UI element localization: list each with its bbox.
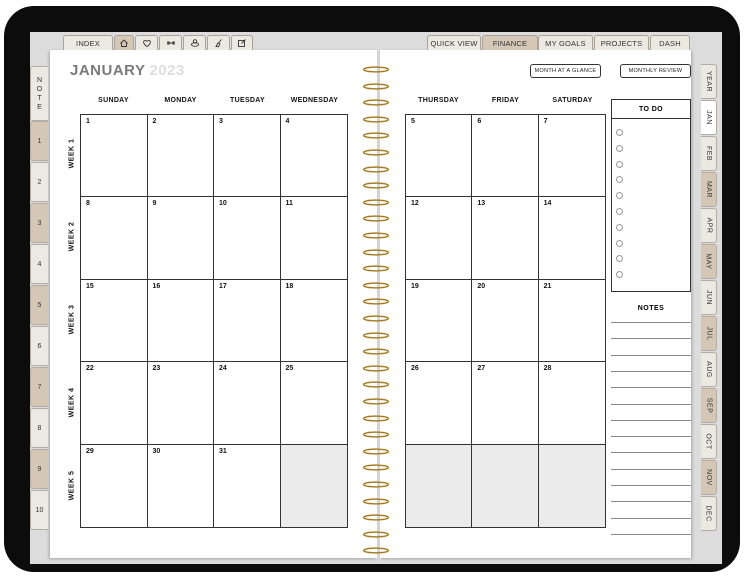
calendar-empty-cell [406, 445, 472, 527]
tab-home[interactable] [114, 35, 134, 50]
tab-label: 1 [37, 137, 42, 145]
note-line [611, 404, 691, 405]
calendar-day-19[interactable]: 19 [406, 280, 472, 362]
spiral-ring [362, 143, 390, 150]
note-letter: N [36, 76, 43, 84]
tab-jun[interactable] [701, 280, 717, 315]
calendar-day-15[interactable]: 15 [81, 280, 148, 362]
tab-week-1[interactable] [30, 121, 48, 161]
tab-label: 7 [37, 383, 42, 391]
spiral-ring [362, 292, 390, 299]
day-header-sunday: SUNDAY [98, 97, 129, 104]
tab-label: NOV [705, 469, 713, 486]
calendar-day-14[interactable]: 14 [539, 197, 605, 279]
note-line [611, 322, 691, 323]
note-line [611, 501, 691, 502]
spiral-ring [362, 60, 390, 67]
note-line [611, 436, 691, 437]
week-label-3: WEEK 3 [68, 304, 76, 335]
spiral-ring [362, 160, 390, 167]
calendar-day-16[interactable]: 16 [148, 280, 215, 362]
note-line [611, 338, 691, 339]
tab-oct[interactable] [701, 424, 717, 459]
calendar-empty-cell [539, 445, 605, 527]
tab-note[interactable] [30, 66, 48, 121]
spiral-ring [362, 342, 390, 349]
day-header-monday: MONDAY [164, 97, 197, 104]
notes-title: NOTES [637, 305, 665, 312]
tab-week-2[interactable] [30, 162, 48, 202]
calendar-day-4[interactable]: 4 [281, 115, 348, 197]
spiral-ring [362, 442, 390, 449]
tab-finance[interactable] [482, 35, 538, 50]
spiral-ring [362, 110, 390, 117]
tab-jul[interactable] [701, 316, 717, 351]
tab-apr[interactable] [701, 208, 717, 243]
week-label-2: WEEK 2 [68, 221, 76, 252]
calendar-day-11[interactable]: 11 [281, 197, 348, 279]
note-letter: O [36, 85, 43, 93]
tab-week-4[interactable] [30, 244, 48, 284]
note-line [611, 485, 691, 486]
day-header-saturday: SATURDAY [552, 97, 593, 104]
todo-checkbox[interactable] [616, 271, 623, 278]
tab-week-10[interactable] [30, 490, 48, 530]
tab-label: MAY [705, 253, 712, 270]
tab-label: AUG [705, 361, 713, 378]
todo-checkbox[interactable] [616, 176, 623, 183]
tab-label: QUICK VIEW [430, 38, 478, 48]
note-line [611, 420, 691, 421]
tab-week-9[interactable] [30, 449, 48, 489]
tab-label: FEB [705, 145, 712, 162]
calendar-day-17[interactable]: 17 [214, 280, 281, 362]
month-title: JANUARY [70, 62, 146, 79]
planner-screen [30, 32, 722, 564]
calendar-day-12[interactable]: 12 [406, 197, 472, 279]
calendar-day-6[interactable]: 6 [472, 115, 538, 197]
tab-jan[interactable] [701, 100, 717, 135]
calendar-day-3[interactable]: 3 [214, 115, 281, 197]
calendar-day-18[interactable]: 18 [281, 280, 348, 362]
tab-dumbbell[interactable] [159, 35, 182, 50]
day-header-tuesday: TUESDAY [230, 97, 265, 104]
tablet-frame [4, 6, 740, 572]
tab-projects[interactable] [594, 35, 649, 50]
spiral-ring [362, 77, 390, 84]
heart-icon [142, 38, 152, 48]
calendar-grid-right [405, 114, 606, 528]
page-title [70, 62, 185, 79]
spiral-ring [362, 492, 390, 499]
note-line [611, 534, 691, 535]
week-label-4: WEEK 4 [68, 387, 76, 418]
tab-year[interactable] [701, 64, 717, 99]
note-line [611, 518, 691, 519]
spiral-ring [362, 93, 390, 100]
tab-label: JUN [705, 289, 712, 306]
calendar-day-25[interactable]: 25 [281, 362, 348, 444]
calendar-day-31[interactable]: 31 [214, 445, 281, 527]
spiral-ring [362, 525, 390, 532]
tab-label: SEP [705, 397, 713, 414]
calendar-day-29[interactable]: 29 [81, 445, 148, 527]
calendar-day-30[interactable]: 30 [148, 445, 215, 527]
note-line [611, 371, 691, 372]
tab-week-6[interactable] [30, 326, 48, 366]
week-label-1: WEEK 1 [68, 138, 76, 169]
calendar-empty-cell [472, 445, 538, 527]
todo-checkbox[interactable] [616, 240, 623, 247]
note-letters [37, 76, 42, 112]
calendar-empty-cell [281, 445, 348, 527]
dumbbell-icon [166, 38, 176, 48]
spiral-ring [362, 359, 390, 366]
spiral-ring [362, 375, 390, 382]
note-line [611, 452, 691, 453]
tab-label: DASH [659, 38, 681, 48]
tab-heart[interactable] [135, 35, 158, 50]
todo-title: TO DO [612, 100, 690, 119]
day-header-friday: FRIDAY [491, 97, 520, 104]
tab-label: 2 [37, 178, 42, 186]
todo-checkbox[interactable] [616, 145, 623, 152]
calendar-day-27[interactable]: 27 [472, 362, 538, 444]
home-icon [119, 38, 129, 48]
day-header-thursday: THURSDAY [418, 97, 459, 104]
tab-broom[interactable] [207, 35, 230, 50]
tab-label: 4 [37, 260, 42, 268]
calendar-day-26[interactable]: 26 [406, 362, 472, 444]
spiral-ring [362, 209, 390, 216]
tab-week-8[interactable] [30, 408, 48, 448]
day-header-wednesday: WEDNESDAY [290, 97, 339, 104]
spiral-ring [362, 326, 390, 333]
calendar-day-1[interactable]: 1 [81, 115, 148, 197]
spiral-ring [362, 176, 390, 183]
tab-label: DEC [705, 505, 712, 522]
tab-quick-view[interactable] [427, 35, 481, 50]
calendar-day-20[interactable]: 20 [472, 280, 538, 362]
note-line [611, 355, 691, 356]
tab-week-5[interactable] [30, 285, 48, 325]
spiral-ring [362, 276, 390, 283]
year-title: 2023 [149, 62, 185, 79]
spiral-ring [362, 309, 390, 316]
spiral-ring [362, 392, 390, 399]
todo-checkbox[interactable] [616, 208, 623, 215]
todo-box [611, 99, 691, 292]
todo-checkbox[interactable] [616, 192, 623, 199]
tab-label: 6 [37, 342, 42, 350]
tab-label: OCT [705, 433, 712, 450]
note-letter: T [37, 94, 42, 102]
tab-week-7[interactable] [30, 367, 48, 407]
tab-my-goals[interactable] [538, 35, 593, 50]
right-page [380, 50, 691, 558]
tab-aug[interactable] [701, 352, 717, 387]
tab-label: MY GOALS [545, 38, 586, 48]
spiral-ring [362, 541, 390, 548]
spiral-ring [362, 243, 390, 250]
spiral-ring [362, 458, 390, 465]
spiral-ring [362, 259, 390, 266]
tab-money[interactable] [183, 35, 206, 50]
tab-label: 9 [37, 465, 42, 473]
calendar-day-10[interactable]: 10 [214, 197, 281, 279]
calendar-day-7[interactable]: 7 [539, 115, 605, 197]
tab-feb[interactable] [701, 136, 717, 171]
tab-label: INDEX [76, 38, 100, 48]
week-label-5: WEEK 5 [68, 470, 76, 501]
tab-label: FINANCE [492, 38, 528, 48]
calendar-day-9[interactable]: 9 [148, 197, 215, 279]
calendar-day-22[interactable]: 22 [81, 362, 148, 444]
calendar-grid-left [80, 114, 348, 528]
spiral-ring [362, 475, 390, 482]
tab-label: PROJECTS [600, 38, 643, 48]
spiral-ring [362, 508, 390, 515]
spiral-ring [362, 193, 390, 200]
tab-week-3[interactable] [30, 203, 48, 243]
calendar-day-2[interactable]: 2 [148, 115, 215, 197]
tab-dec[interactable] [701, 496, 717, 531]
tab-index[interactable] [63, 35, 113, 50]
calendar-day-8[interactable]: 8 [81, 197, 148, 279]
note-line [611, 387, 691, 388]
spiral-ring [362, 126, 390, 133]
tab-sep[interactable] [701, 388, 717, 423]
todo-checkbox[interactable] [616, 129, 623, 136]
tab-label: 8 [37, 424, 42, 432]
calendar-day-21[interactable]: 21 [539, 280, 605, 362]
todo-checkbox[interactable] [616, 224, 623, 231]
tab-label: JUL [704, 326, 712, 341]
todo-checkbox[interactable] [616, 161, 623, 168]
tab-label: YEAR [705, 70, 712, 93]
tab-label: MAR [705, 180, 712, 199]
tab-label: 3 [37, 219, 42, 227]
note-letter: E [37, 103, 42, 111]
monthly-review-button[interactable]: MONTHLY REVIEW [620, 64, 691, 78]
note-line [611, 469, 691, 470]
spiral-ring [362, 425, 390, 432]
spiral-ring [362, 409, 390, 416]
month-at-a-glance-button[interactable]: MONTH AT A GLANCE [530, 64, 601, 78]
tab-nov[interactable] [701, 460, 717, 495]
left-page [50, 50, 377, 558]
calendar-day-23[interactable]: 23 [148, 362, 215, 444]
spiral-ring [362, 226, 390, 233]
broom-icon [214, 38, 224, 48]
edit-icon [237, 38, 247, 48]
tab-dash[interactable] [650, 35, 690, 50]
calendar-day-24[interactable]: 24 [214, 362, 281, 444]
tab-label: APR [705, 217, 712, 234]
tab-mar[interactable] [701, 172, 717, 207]
tab-may[interactable] [701, 244, 717, 279]
todo-checkbox[interactable] [616, 255, 623, 262]
calendar-day-5[interactable]: 5 [406, 115, 472, 197]
tab-edit[interactable] [231, 35, 253, 50]
tab-label: 5 [37, 301, 42, 309]
money-icon [190, 38, 200, 48]
calendar-day-28[interactable]: 28 [539, 362, 605, 444]
calendar-day-13[interactable]: 13 [472, 197, 538, 279]
tab-label: JAN [704, 110, 712, 125]
tab-label: 10 [35, 506, 44, 514]
